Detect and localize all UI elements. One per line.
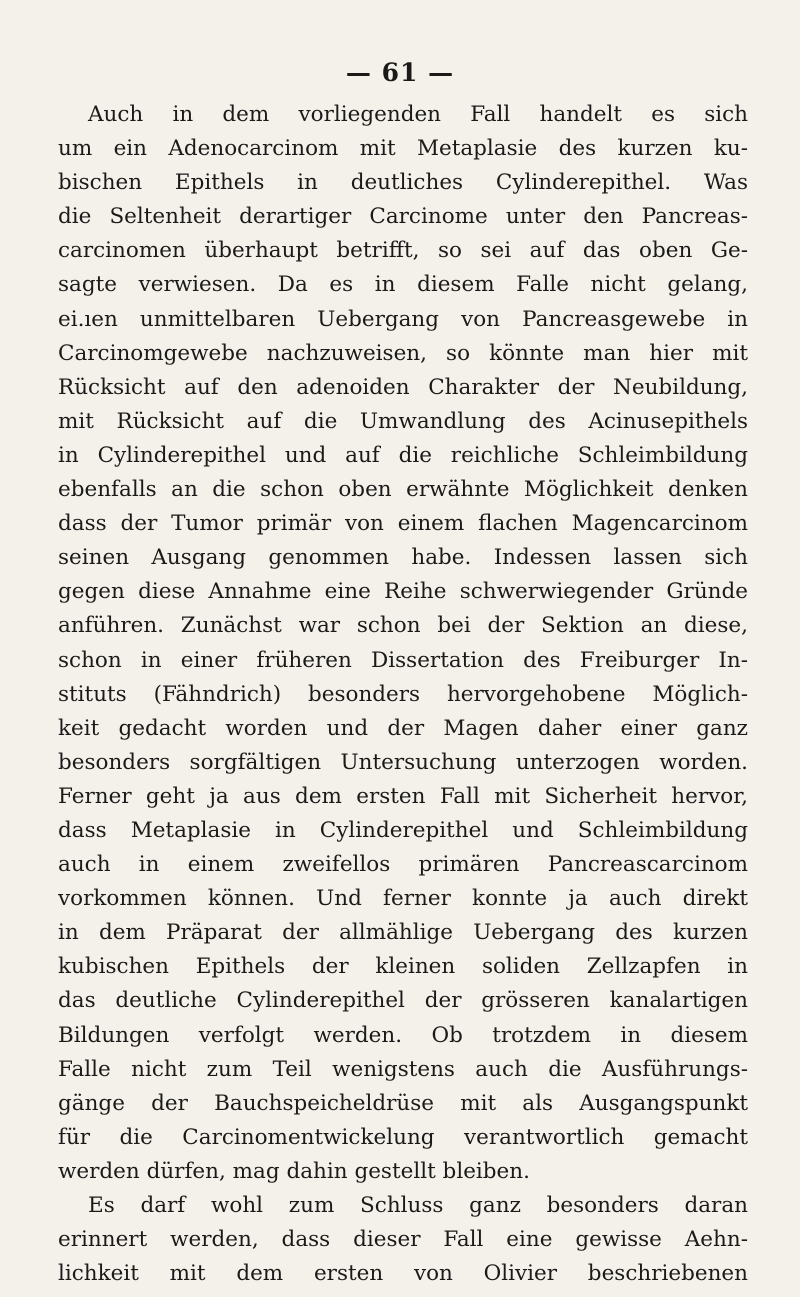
text-line: kubischen Epithels der kleinen soliden Zellzapfen in <box>58 954 748 980</box>
text-line: Bildungen verfolgt werden. Ob trotzdem in diesem <box>58 1022 748 1048</box>
text-line: das deutliche Cylinderepithel der grösseren kanalartigen <box>58 988 748 1014</box>
text-line: gänge der Bauchspeicheldrüse mit als Ausgangspunkt <box>58 1090 748 1116</box>
text-line: die Seltenheit derartiger Carcinome unter den Pancreas- <box>58 204 748 230</box>
text-line: Es darf wohl zum Schluss ganz besonders daran <box>88 1193 748 1218</box>
text-line: Ferner geht ja aus dem ersten Fall mit Sicherheit hervor, <box>58 783 748 809</box>
text-line: um ein Adenocarcinom mit Metaplasie des kurzen ku- <box>58 136 748 162</box>
text-line: gegen diese Annahme eine Reihe schwerwiegender Gründe <box>58 579 748 605</box>
text-line: erinnert werden, dass dieser Fall eine gewisse Aehn- <box>58 1227 748 1253</box>
body-text <box>58 98 748 1291</box>
text-line: Auch in dem vorliegenden Fall handelt es sich <box>88 102 748 127</box>
page-number: — 61 — <box>345 58 455 87</box>
text-line: dass Metaplasie in Cylinderepithel und Schleimbildung <box>58 817 748 843</box>
text-line: keit gedacht worden und der Magen daher einer ganz <box>58 715 748 741</box>
text-line: Rücksicht auf den adenoiden Charakter der Neubildung, <box>58 374 748 400</box>
text-line: ei.ıen unmittelbaren Uebergang von Pancreasgewebe in <box>58 306 748 332</box>
text-line: in Cylinderepithel und auf die reichliche Schleimbildung <box>58 442 748 468</box>
text-line: carcinomen überhaupt betrifft, so sei auf das oben Ge- <box>58 238 748 264</box>
text-line: mit Rücksicht auf die Umwandlung des Acinusepithels <box>58 408 748 434</box>
text-line: Falle nicht zum Teil wenigstens auch die Ausführungs- <box>58 1056 748 1082</box>
text-line: sagte verwiesen. Da es in diesem Falle nicht gelang, <box>58 272 748 298</box>
text-line: für die Carcinomentwickelung verantwortlich gemacht <box>58 1124 748 1150</box>
text-line: dass der Tumor primär von einem flachen Magencarcinom <box>58 511 748 537</box>
text-line: Carcinomgewebe nachzuweisen, so könnte man hier mit <box>58 340 748 366</box>
text-line: auch in einem zweifellos primären Pancreascarcinom <box>58 852 748 878</box>
text-line: anführen. Zunächst war schon bei der Sektion an diese, <box>58 613 748 639</box>
text-line: in dem Präparat der allmählige Uebergang des kurzen <box>58 920 748 946</box>
text-line: ebenfalls an die schon oben erwähnte Möglichkeit denken <box>58 477 748 503</box>
text-line: lichkeit mit dem ersten von Olivier beschriebenen <box>58 1261 748 1287</box>
text-line: werden dürfen, mag dahin gestellt bleiben. <box>58 1158 530 1184</box>
text-line: besonders sorgfältigen Untersuchung unterzogen worden. <box>58 749 748 775</box>
text-line: seinen Ausgang genommen habe. Indessen lassen sich <box>58 545 748 571</box>
text-line: vorkommen können. Und ferner konnte ja auch direkt <box>58 886 748 912</box>
text-line: stituts (Fähndrich) besonders hervorgehobene Möglich- <box>58 681 748 707</box>
text-line: schon in einer früheren Dissertation des Freiburger In- <box>58 647 748 673</box>
text-line: bischen Epithels in deutliches Cylinderepithel. Was <box>58 170 748 196</box>
